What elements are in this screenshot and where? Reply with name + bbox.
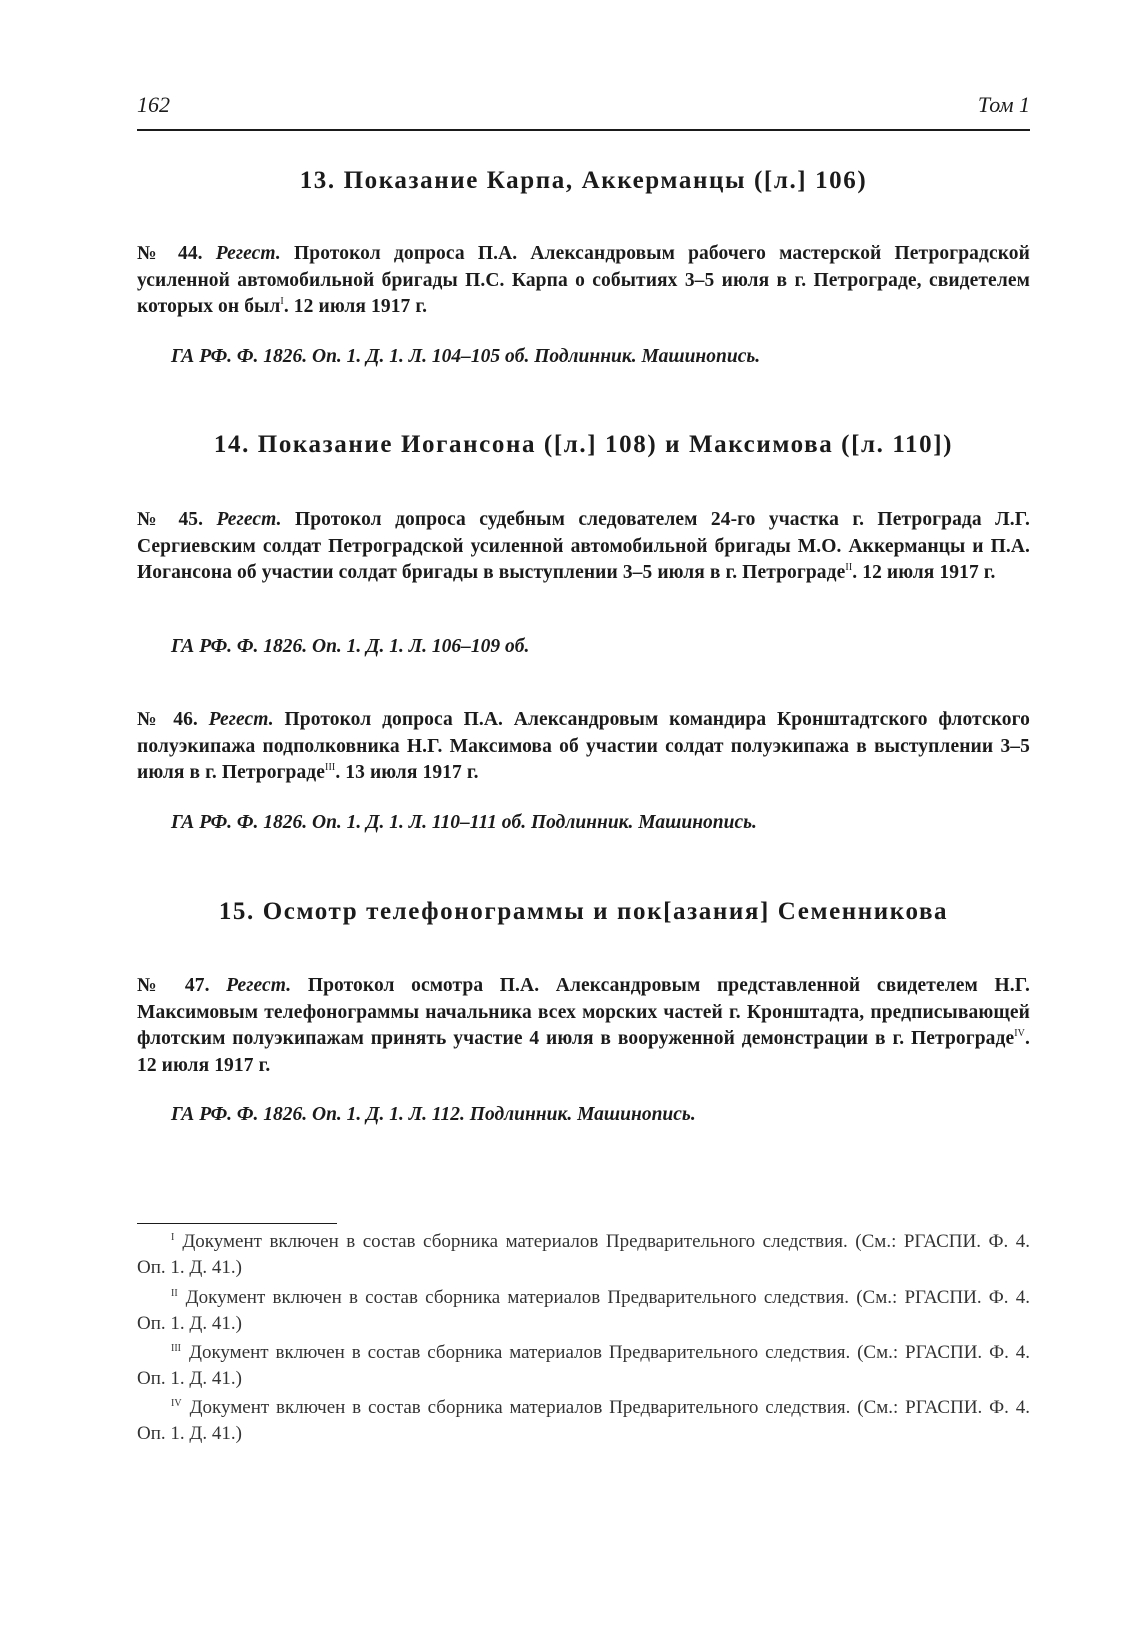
entry-date: . 12 июля 1917 г. — [137, 1028, 1030, 1076]
document-entry — [137, 241, 1030, 321]
document-entry — [137, 973, 1030, 1079]
document-entry — [137, 507, 1030, 587]
footnote-mark: II — [171, 1288, 178, 1299]
section-heading: 15. Осмотр телефонограммы и пок[азания] Семенникова — [218, 898, 949, 925]
footnote-ref[interactable]: II — [845, 562, 853, 573]
regest-label: Регест. — [216, 509, 282, 530]
archive-source: ГА РФ. Ф. 1826. Оп. 1. Д. 1. Л. 110–111 об. Подлинник. Машинопись. — [171, 812, 757, 833]
entry-number: № 47. — [137, 975, 210, 996]
header-rule — [137, 129, 1030, 131]
section-heading: 13. Показание Карпа, Аккерманцы ([л.] 106) — [299, 167, 868, 194]
document-entry — [137, 707, 1030, 787]
regest-label: Регест. — [226, 975, 292, 996]
regest-label: Регест. — [215, 243, 281, 264]
footnote-text: Документ включен в состав сборника материалов Предварительного следствия. (См.: РГАСПИ. Ф. 4. Оп. 1. Д. 41.) — [137, 1287, 1030, 1334]
footnote-rule — [137, 1223, 337, 1224]
entry-text: Протокол допроса П.А. Александровым командира Кронштадтского флотского полуэкипажа подполковника Н.Г. Максимова об участии солдат полуэкипажа в выступлении 3–5 июля в г. Петрограде — [137, 709, 1030, 783]
entry-number: № 45. — [137, 509, 204, 530]
footnote — [137, 1340, 1030, 1392]
archive-source: ГА РФ. Ф. 1826. Оп. 1. Д. 1. Л. 106–109 об. — [171, 636, 530, 657]
archive-source: ГА РФ. Ф. 1826. Оп. 1. Д. 1. Л. 112. Подлинник. Машинопись. — [171, 1104, 696, 1125]
footnote-mark: III — [171, 1343, 181, 1354]
document-page — [137, 0, 1030, 1631]
section-heading: 14. Показание Иогансона ([л.] 108) и Максимова ([л. 110]) — [213, 431, 954, 458]
footnote — [137, 1229, 1030, 1281]
entry-date: . 12 июля 1917 г. — [283, 296, 428, 317]
page-number: 162 — [137, 92, 170, 117]
footnote-text: Документ включен в состав сборника материалов Предварительного следствия. (См.: РГАСПИ. Ф. 4. Оп. 1. Д. 41.) — [137, 1397, 1030, 1444]
footnote — [137, 1285, 1030, 1337]
entry-text: Протокол допроса судебным следователем 24-го участка г. Петрограда Л.Г. Сергиевским солдат Петроградской усиленной автомобильной бригады М.О. Аккерманцы и П.А. Иогансона об участии солдат бригады в выступлении 3–5 июля в г. Петрограде — [137, 509, 1030, 583]
footnote — [137, 1395, 1030, 1447]
footnote-ref[interactable]: I — [280, 296, 284, 307]
running-header — [137, 92, 1030, 122]
footnote-mark: IV — [171, 1398, 182, 1409]
entry-date: . 13 июля 1917 г. — [335, 762, 479, 783]
footnote-text: Документ включен в состав сборника материалов Предварительного следствия. (См.: РГАСПИ. Ф. 4. Оп. 1. Д. 41.) — [137, 1342, 1030, 1389]
footnote-text: Документ включен в состав сборника материалов Предварительного следствия. (См.: РГАСПИ. Ф. 4. Оп. 1. Д. 41.) — [137, 1231, 1030, 1278]
entry-date: . 12 июля 1917 г. — [852, 562, 996, 583]
footnote-mark: I — [171, 1232, 175, 1243]
entry-text: Протокол допроса П.А. Александровым рабочего мастерской Петроградской усиленной автомобильной бригады П.С. Карпа о событиях 3–5 июля в г. Петрограде, свидетелем которых он был — [137, 243, 1030, 317]
footnote-ref[interactable]: III — [325, 762, 336, 773]
volume-label: Том 1 — [977, 92, 1030, 117]
regest-label: Регест. — [208, 709, 274, 730]
archive-source: ГА РФ. Ф. 1826. Оп. 1. Д. 1. Л. 104–105 об. Подлинник. Машинопись. — [171, 346, 761, 367]
entry-number: № 46. — [137, 709, 198, 730]
entry-number: № 44. — [137, 243, 203, 264]
entry-text: Протокол осмотра П.А. Александровым представленной свидетелем Н.Г. Максимовым телефонограммы начальника всех морских частей г. Кронштадта, предписывающей флотским полуэкипажам принять участие 4 июля в вооруженной демонстрации в г. Петрограде — [137, 975, 1030, 1049]
footnote-ref[interactable]: IV — [1014, 1028, 1026, 1039]
